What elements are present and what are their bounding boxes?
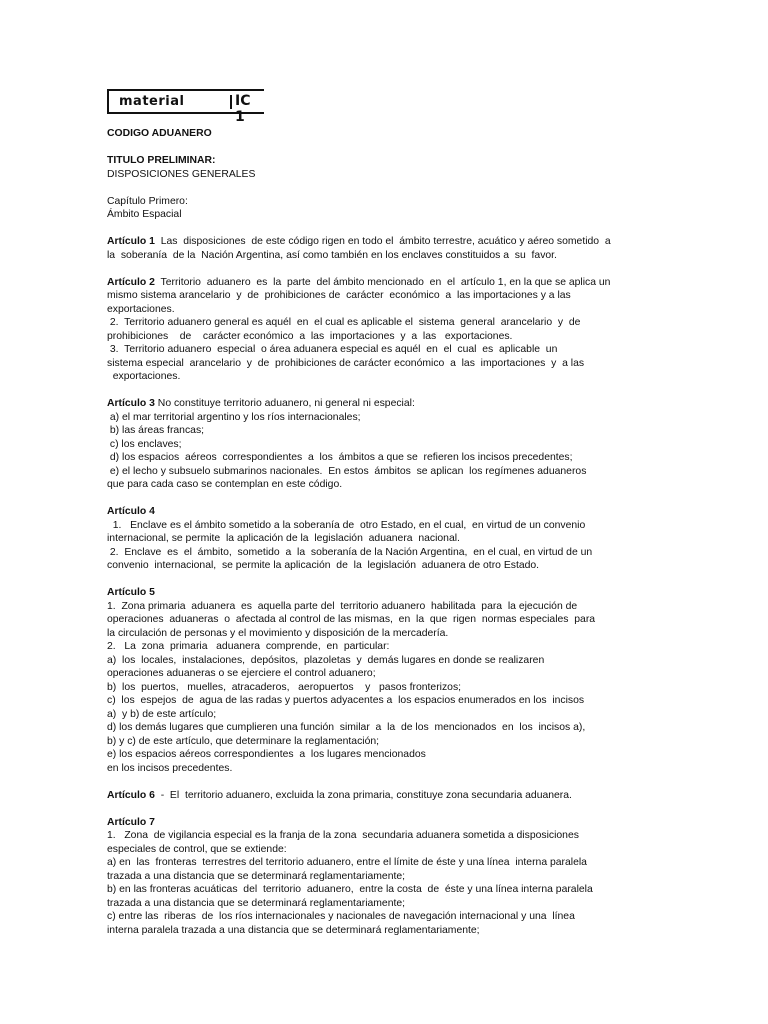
- article-line: 2. Territorio aduanero general es aquél en el cual es aplicable el sistema general arancelario y de: [107, 317, 581, 328]
- article-line: e) los espacios aéreos correspondientes a los lugares mencionados: [107, 749, 426, 760]
- article-line: 2. Enclave es el ámbito, sometido a la soberanía de la Nación Argentina, en el cual, en virtud de un: [107, 546, 593, 558]
- disposiciones-generales-heading: DISPOSICIONES GENERALES: [107, 168, 256, 180]
- article-line: a) y b) de este artículo;: [107, 708, 217, 720]
- article-line: operaciones aduaneras o se ejerciere el control aduanero;: [107, 668, 376, 679]
- article-line: 2. La zona primaria aduanera comprende, en particular:: [107, 641, 390, 652]
- article-label: Artículo 3: [107, 398, 155, 409]
- article-line: trazada a una distancia que se determinará reglamentariamente;: [107, 870, 406, 882]
- article-line: operaciones aduaneras o afectada al control de las mismas, en la que rigen normas especiales para: [107, 614, 596, 625]
- article-line: e) el lecho y subsuelo submarinos nacionales. En estos ámbitos se aplican los regímenes aduaneros: [107, 465, 587, 477]
- article-line: a) los locales, instalaciones, depósitos, plazoletas y demás lugares en donde se realizaren: [107, 654, 545, 666]
- article-text: Las disposiciones de este código rigen en todo el ámbito terrestre, acuático y aéreo sometido a: [154, 236, 611, 247]
- article-line: interna paralela trazada a una distancia que se determinará reglamentariamente;: [107, 924, 480, 936]
- article-line: b) los puertos, muelles, atracaderos, aeropuertos y pasos fronterizos;: [107, 681, 462, 693]
- article-line: prohibiciones de carácter económico a las importaciones y a las exportaciones.: [107, 330, 513, 342]
- article-line: la soberanía de la Nación Argentina, así como también en los enclaves constituidos a su favor.: [107, 249, 557, 261]
- titulo-preliminar-section: [107, 154, 663, 181]
- article-line: [107, 276, 663, 290]
- article-line: b) las áreas francas;: [107, 425, 205, 436]
- article-line: c) los enclaves;: [107, 438, 182, 450]
- article-1: [107, 235, 663, 262]
- article-line: trazada a una distancia que se determinará reglamentariamente;: [107, 897, 406, 909]
- article-2: [107, 276, 663, 384]
- capitulo-heading: Capítulo Primero:: [107, 195, 188, 207]
- article-label: Artículo 7: [107, 816, 155, 828]
- titulo-preliminar-heading: TITULO PRELIMINAR:: [107, 155, 216, 166]
- article-text: - El territorio aduanero, excluida la zona primaria, constituye zona secundaria aduanera.: [154, 789, 572, 801]
- article-line: c) los espejos de agua de las radas y puertos adyacentes a los espacios enumerados en los incisos: [107, 695, 585, 706]
- article-line: 1. Zona de vigilancia especial es la franja de la zona secundaria aduanera sometida a disposiciones: [107, 830, 579, 841]
- document-body: [107, 127, 663, 951]
- article-label: Artículo 4: [107, 506, 155, 517]
- article-line: 3. Territorio aduanero especial o área aduanera especial es aquél en el cual es aplicable un: [107, 344, 558, 355]
- ambito-heading: Ámbito Espacial: [107, 209, 182, 220]
- article-line: d) los espacios aéreos correspondientes a los ámbitos a que se refieren los incisos precedentes;: [107, 452, 573, 463]
- header-box: [107, 89, 264, 125]
- article-label: Artículo 2: [107, 276, 155, 288]
- article-line: b) en las fronteras acuáticas del territorio aduanero, entre la costa de éste y una línea interna paralela: [107, 884, 593, 895]
- article-line: internacional, se permite la aplicación de la legislación aduanera nacional.: [107, 533, 460, 544]
- article-line: exportaciones.: [107, 371, 181, 382]
- capitulo-section: [107, 195, 663, 222]
- article-line: que para cada caso se contemplan en este código.: [107, 479, 343, 490]
- article-line: exportaciones.: [107, 303, 175, 315]
- article-line: [107, 397, 663, 411]
- article-label: Artículo 1: [107, 236, 155, 247]
- article-line: a) en las fronteras terrestres del territorio aduanero, entre el límite de éste y una línea interna paralela: [107, 857, 587, 868]
- article-5: [107, 586, 663, 775]
- article-3: [107, 397, 663, 492]
- article-line: convenio internacional, se permite la aplicación de la legislación aduanera de otro Estado.: [107, 560, 540, 571]
- article-line: d) los demás lugares que cumplieren una función similar a la de los mencionados en los incisos a),: [107, 722, 586, 733]
- article-line: c) entre las riberas de los ríos internacionales y nacionales de navegación internacional y una línea: [107, 911, 575, 922]
- article-line: 1. Zona primaria aduanera es aquella parte del territorio aduanero habilitada para la ejecución de: [107, 600, 578, 612]
- article-line: la circulación de personas y el movimiento y disposición de la mercadería.: [107, 627, 449, 639]
- article-label: Artículo 5: [107, 587, 155, 598]
- article-line: sistema especial arancelario y de prohibiciones de carácter económico a las importaciones y a las: [107, 357, 585, 369]
- article-text: No constituye territorio aduanero, ni general ni especial:: [154, 398, 415, 409]
- article-label: Artículo 6: [107, 789, 155, 801]
- document-title: CODIGO ADUANERO: [107, 128, 212, 139]
- article-line: [107, 235, 663, 249]
- article-line: [107, 789, 663, 803]
- header-material-label: material: [119, 94, 185, 109]
- header-code-label: IC 1: [235, 93, 251, 125]
- article-line: b) y c) de este artículo, que determinare la reglamentación;: [107, 735, 380, 747]
- article-line: 1. Enclave es el ámbito sometido a la soberanía de otro Estado, en el cual, en virtud de un convenio: [107, 519, 586, 531]
- article-line: especiales de control, que se extiende:: [107, 843, 287, 855]
- article-line: a) el mar territorial argentino y los ríos internacionales;: [107, 411, 361, 423]
- header-separator: [230, 95, 232, 109]
- article-7: [107, 816, 663, 938]
- article-4: [107, 505, 663, 573]
- article-line: en los incisos precedentes.: [107, 762, 233, 774]
- article-6: [107, 789, 663, 803]
- article-text: Territorio aduanero es la parte del ámbito mencionado en el artículo 1, en la que se aplica un: [154, 276, 611, 288]
- article-line: mismo sistema arancelario y de prohibiciones de carácter económico a las importaciones y a las: [107, 290, 571, 301]
